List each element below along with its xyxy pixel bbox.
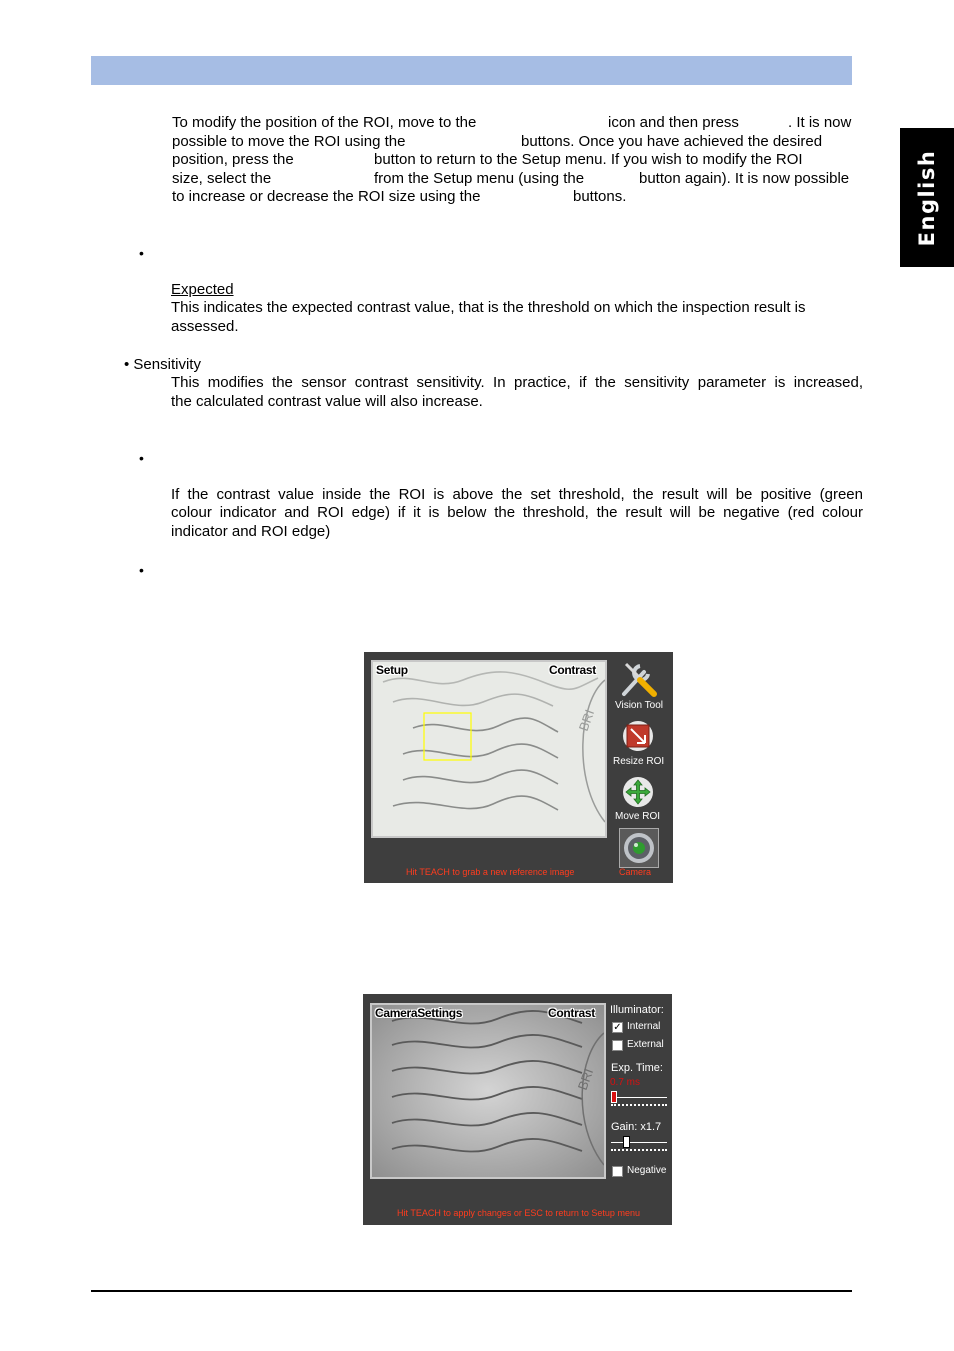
menu-label-move-roi[interactable]: Move ROI: [615, 811, 661, 822]
bullet: •: [139, 562, 144, 578]
svg-text:BRI: BRI: [574, 1066, 597, 1093]
illuminator-label: Illuminator:: [610, 1004, 664, 1016]
camera-settings-screenshot: [363, 994, 672, 1225]
header-bar: [91, 56, 852, 85]
text: button to return to the Setup menu. If you wish to modify the ROI: [374, 151, 803, 168]
result-text-2: colour indicator and ROI edge) if it is below the threshold, the result will be negative (red colour: [171, 504, 863, 521]
status-message: Hit TEACH to grab a new reference image: [406, 867, 575, 877]
roi-line-5: [172, 188, 864, 207]
sensitivity-text-2: the calculated contrast value will also increase.: [171, 393, 483, 410]
exp-time-value: 0.7 ms: [610, 1077, 641, 1088]
text: buttons. Once you have achieved the desired: [521, 132, 823, 150]
roi-paragraph: [172, 114, 864, 207]
text: To modify the position of the ROI, move to the: [172, 114, 477, 131]
stamp-image: [372, 1005, 604, 1177]
text: position, press the: [172, 151, 294, 168]
svg-text:BRI: BRI: [575, 707, 598, 734]
stamp-image: [373, 662, 605, 836]
view-title-left: Setup: [376, 663, 408, 677]
language-tab: [900, 128, 954, 267]
gain-label: Gain: x1.7: [611, 1121, 662, 1133]
negative-label[interactable]: Negative: [627, 1165, 667, 1176]
expected-text-1: This indicates the expected contrast value, that is the threshold on which the inspection result is: [171, 299, 806, 316]
text: buttons.: [573, 188, 627, 205]
view-title-right: Contrast: [548, 1006, 595, 1020]
gain-slider[interactable]: [611, 1136, 667, 1154]
negative-checkbox[interactable]: [612, 1166, 623, 1177]
footer-rule: [91, 1290, 852, 1292]
language-tab-label: English: [915, 149, 939, 246]
menu-label-vision-tool[interactable]: Vision Tool: [615, 700, 663, 711]
external-checkbox[interactable]: [612, 1040, 623, 1051]
text: icon and then press: [608, 114, 739, 131]
view-title-right: Contrast: [549, 663, 596, 677]
expected-text-2: assessed.: [171, 318, 239, 335]
text: . It is now: [788, 114, 852, 131]
roi-line-3: [172, 151, 864, 170]
sensitivity-heading: • Sensitivity: [124, 356, 201, 373]
menu-label-camera[interactable]: Camera: [619, 867, 652, 877]
resize-roi-icon[interactable]: [622, 720, 654, 756]
camera-view: [370, 1003, 606, 1179]
expected-heading: Expected: [171, 281, 234, 298]
wrench-screwdriver-icon[interactable]: [618, 658, 658, 702]
text: size, select the: [172, 169, 272, 187]
internal-label[interactable]: Internal: [627, 1021, 661, 1032]
internal-checkbox[interactable]: ✓: [613, 1022, 622, 1033]
exp-time-slider[interactable]: [611, 1090, 667, 1108]
camera-lens-icon[interactable]: [619, 828, 659, 868]
text: button again). It is now possible: [639, 169, 850, 187]
status-message: Hit TEACH to apply changes or ESC to return to Setup menu: [397, 1208, 640, 1218]
camera-view: [371, 660, 607, 838]
exp-time-label: Exp. Time:: [611, 1062, 663, 1074]
gain-slider-thumb[interactable]: [623, 1136, 630, 1148]
roi-line-4: [172, 170, 864, 189]
text: from the Setup menu (using the: [374, 169, 585, 187]
menu-label-resize-roi[interactable]: Resize ROI: [613, 756, 665, 767]
sensitivity-text-1: This modifies the sensor contrast sensitivity. In practice, if the sensitivity parameter is increased,: [171, 374, 863, 391]
bullet: •: [139, 245, 144, 261]
roi-line-2: [172, 133, 864, 152]
exp-time-slider-thumb[interactable]: [611, 1091, 617, 1103]
result-text-1: If the contrast value inside the ROI is above the set threshold, the result will be positive (green: [171, 486, 863, 503]
view-title-left: CameraSettings: [375, 1006, 463, 1020]
move-roi-icon[interactable]: [622, 776, 654, 812]
roi-line-1: [172, 114, 864, 133]
text: possible to move the ROI using the: [172, 132, 406, 150]
text: to increase or decrease the ROI size using the: [172, 188, 481, 205]
bullet: •: [139, 450, 144, 466]
setup-screenshot: [364, 652, 673, 883]
external-label[interactable]: External: [627, 1039, 664, 1050]
result-text-3: indicator and ROI edge): [171, 523, 331, 540]
